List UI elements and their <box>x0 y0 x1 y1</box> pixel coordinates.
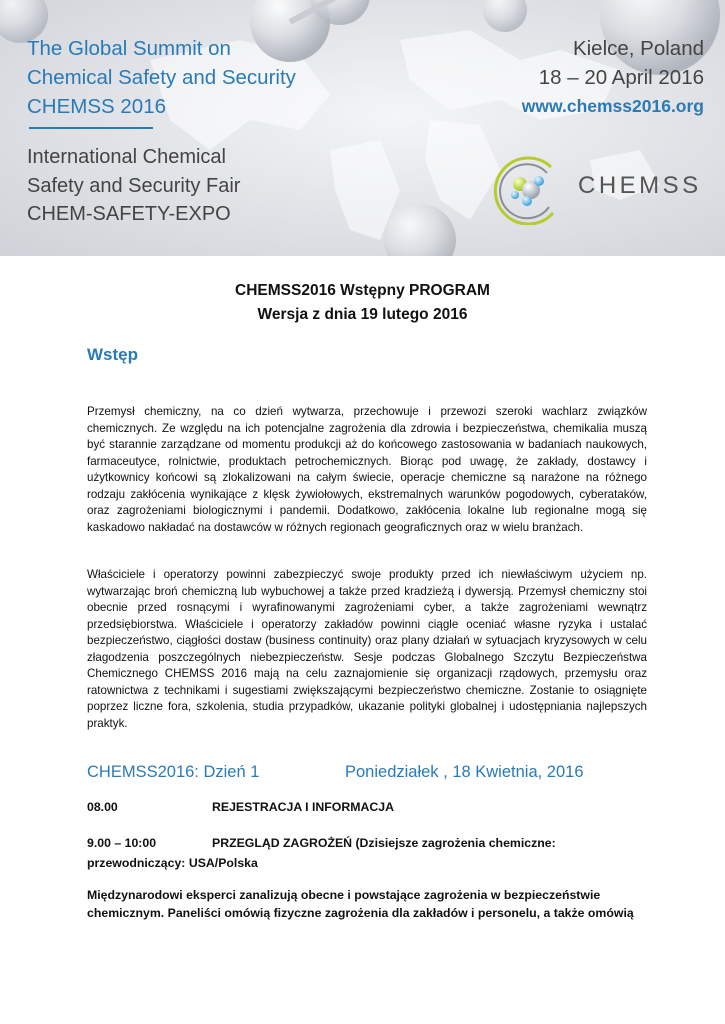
intro-paragraph-2: Właściciele i operatorzy powinni zabezpieczyć swoje produkty przed ich niewłaściwym użyciem np. wytwarzając broń chemiczną lub wybuchowej a także przed kradzieżą i dywersją. Przemysł chemiczny stoi obecnie przed rosnącymi i wyrafinowanymi zagrożeniami cyber, a także zagrożeniami wewnątrz przedsiębiorstwa. Właściciele i operatorzy zakładów powinni ciągle oceniać własne ryzyka i ustalać bezpieczeństwo, ciągłości dostaw (business continuity) oraz plany działań w sytuacjach kryzysowych w celu złagodzenia poszczególnych niebezpieczeństw. Sesje podczas Globalnego Szczytu Bezpieczeństwa Chemicznego CHEMSS 2016 mają na celu zaznajomienie się organizacji rządowych, przemysłu oraz ratownictwa z technikami i sugestiami zwiększającymi bezpieczeństwo chemiczne. Zostanie to osiągnięte poprzez liczne fora, szkolenia, studia przypadków, ukazanie polityki globalnej i udostępniania najlepszych praktyk. <box>87 568 647 730</box>
event-location: Kielce, Poland <box>572 37 704 60</box>
session-description-line-1: Międzynarodowi eksperci zanalizują obecne i powstające zagrożenia w bezpieczeństwie <box>87 888 601 902</box>
event-dates: 18 – 20 April 2016 <box>538 66 704 89</box>
program-title: CHEMSS2016 Wstępny PROGRAM <box>235 282 490 299</box>
day-title: CHEMSS2016: Dzień 1 <box>87 763 260 781</box>
program-version: Wersja z dnia 19 lutego 2016 <box>257 306 468 323</box>
schedule-title: REJESTRACJA I INFORMACJA <box>212 800 394 814</box>
summit-title-line-1: The Global Summit on <box>27 37 231 60</box>
schedule-time: 08.00 <box>87 800 118 814</box>
header-banner <box>0 0 725 256</box>
title-divider <box>29 127 153 129</box>
chemss-logo-text: CHEMSS <box>578 172 702 199</box>
section-title-intro: Wstęp <box>87 345 138 364</box>
session-description-line-2: chemicznym. Paneliści omówią fizyczne zagrożenia dla zakładów i personelu, a także omówią <box>87 905 634 920</box>
schedule-time: 9.00 – 10:00 <box>87 836 157 850</box>
fair-title-line-3: CHEM-SAFETY-EXPO <box>27 203 231 225</box>
summit-title-line-2: Chemical Safety and Security <box>27 66 296 89</box>
fair-title <box>27 143 240 229</box>
intro-paragraph-1: Przemysł chemiczny, na co dzień wytwarza, przechowuje i przewozi szeroki wachlarz związków chemicznych. Ze względu na ich potencjalne zagrożenia dla zdrowia i bezpieczeństwa, chemikalia muszą być starannie zarządzane od momentu produkcji aż do końcowego zastosowania w badaniach naukowych, farmaceutyce, rolnictwie, produktach petrochemicznych. Biorąc pod uwagę, że zakłady, dostawcy i użytkownicy końcowi są zlokalizowani na całym świecie, operacje chemiczne są narażone na różnego rodzaju zakłócenia wynikające z klęsk żywiołowych, ekstremalnych warunków pogodowych, cyberataków, oraz zagrożeniami biologicznymi i pandemii. Dodatkowo, zakłócenia lokalne lub regionalne mogą się kaskadowo nakładać na dostawców w różnych regionach geograficznych oraz w wielu branżach. <box>87 405 647 534</box>
event-website-link[interactable]: www.chemss2016.org <box>521 96 704 116</box>
day-date: Poniedziałek , 18 Kwietnia, 2016 <box>345 763 584 781</box>
fair-title-line-1: International Chemical <box>27 146 226 168</box>
summit-title <box>27 34 296 121</box>
event-info <box>522 34 704 121</box>
chemss-logo-icon <box>493 155 563 225</box>
schedule-title: PRZEGLĄD ZAGROŻEŃ (Dzisiejsze zagrożenia chemiczne: <box>212 836 556 850</box>
summit-title-line-3: CHEMSS 2016 <box>27 95 167 118</box>
fair-title-line-2: Safety and Security Fair <box>27 174 241 197</box>
schedule-title-continued: przewodniczący: USA/Polska <box>87 856 258 870</box>
session-description <box>87 887 634 922</box>
